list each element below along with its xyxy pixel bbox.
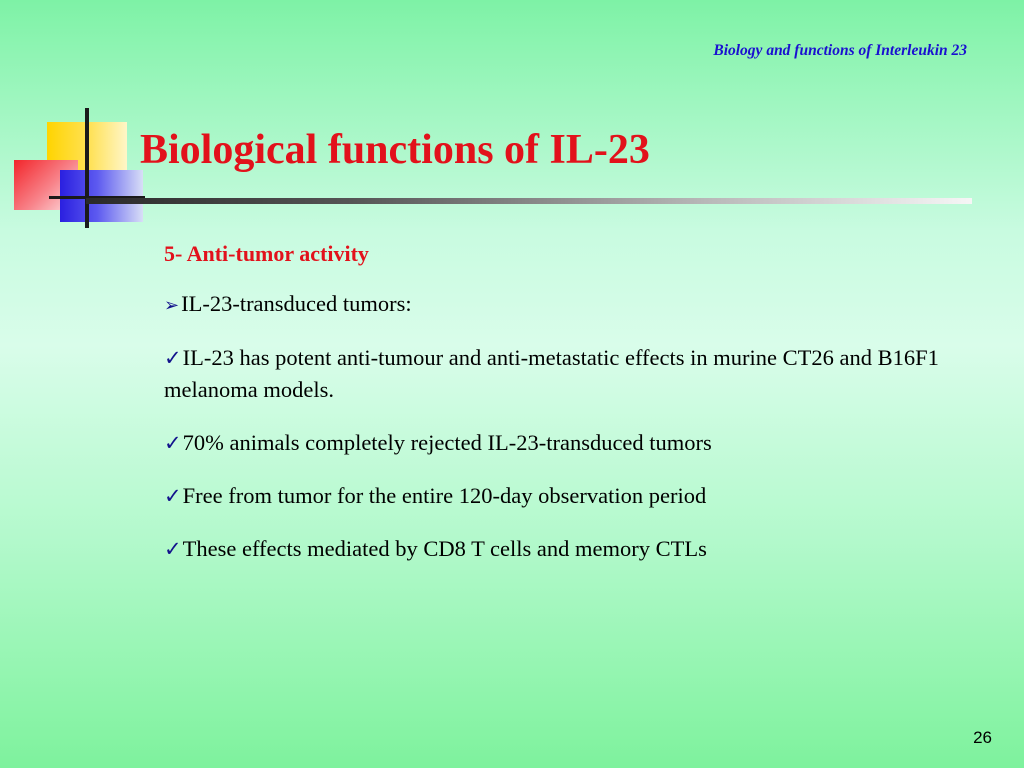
checkmark-icon: ✓	[164, 346, 182, 370]
point-text: These effects mediated by CD8 T cells and memory CTLs	[182, 536, 707, 561]
arrow-bullet-icon: ➢	[164, 295, 180, 315]
list-item	[164, 342, 964, 406]
title-underline	[86, 198, 972, 204]
header-note: Biology and functions of Interleukin 23	[713, 42, 967, 59]
intro-text: IL-23-transduced tumors:	[181, 291, 412, 316]
point-text: 70% animals completely rejected IL-23-transduced tumors	[182, 430, 712, 455]
slide-title: Biological functions of IL-23	[140, 127, 650, 173]
intro-bullet	[164, 288, 964, 321]
page-number: 26	[973, 728, 992, 747]
decorative-logo	[0, 0, 160, 240]
list-item	[164, 480, 964, 512]
section-subheading: 5- Anti-tumor activity	[164, 241, 369, 266]
point-text: Free from tumor for the entire 120-day observation period	[182, 483, 707, 508]
list-item	[164, 427, 964, 459]
checkmark-icon: ✓	[164, 537, 182, 561]
checkmark-icon: ✓	[164, 431, 182, 455]
point-text: IL-23 has potent anti-tumour and anti-metastatic effects in murine CT26 and B16F1 melanoma models.	[164, 345, 939, 402]
checkmark-icon: ✓	[164, 484, 182, 508]
list-item	[164, 533, 964, 565]
vertical-line-decoration	[85, 108, 89, 228]
slide-content	[164, 238, 964, 586]
